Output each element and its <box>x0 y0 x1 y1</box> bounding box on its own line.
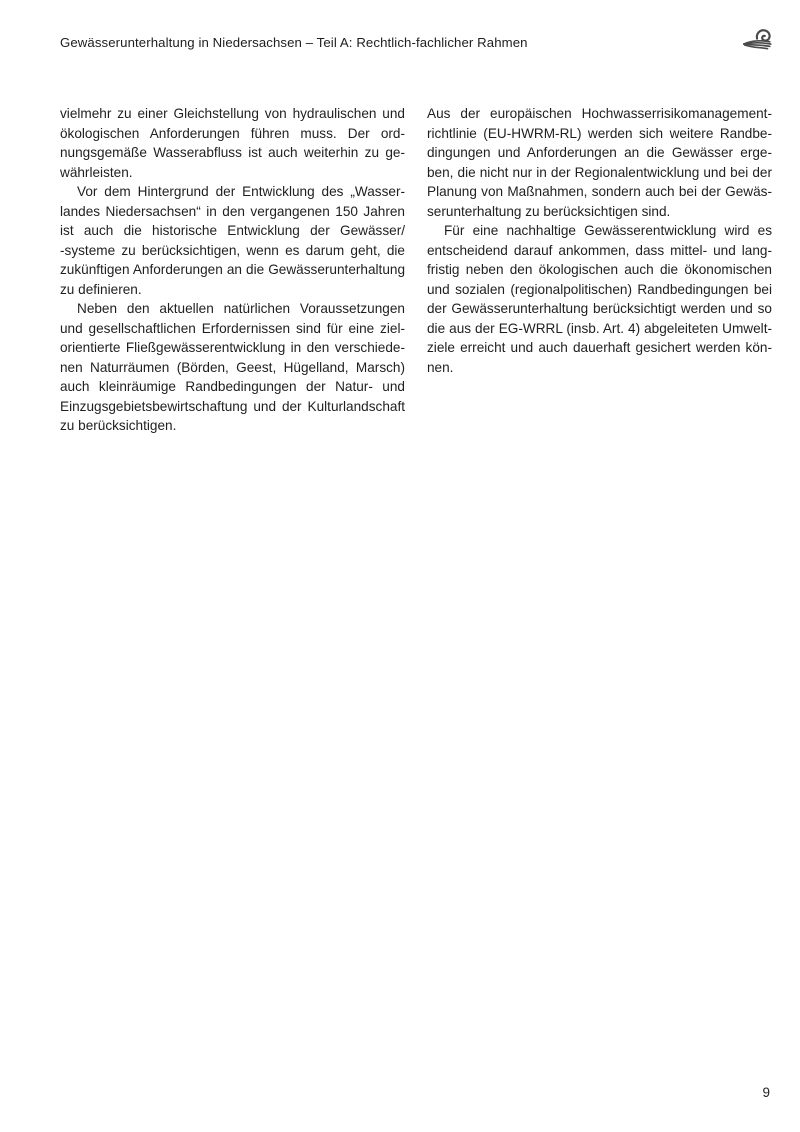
text-line: die aus der EG-WRRL (insb. Art. 4) abgeleiteten Umwelt- <box>427 320 772 336</box>
text-line: orientierte Fließgewässerentwicklung in den verschiede- <box>60 340 405 355</box>
text-line: ökologischen Anforderungen führen muss. Der ord- <box>60 125 405 141</box>
text-line: nen. <box>427 359 454 375</box>
text-line: entscheidend darauf ankommen, dass mittel- und lang- <box>427 242 772 258</box>
text-line: nungsgemäße Wasserabfluss ist auch weiterhin zu ge- <box>60 145 405 160</box>
paragraph <box>60 182 405 299</box>
text-line: Für eine nachhaltige Gewässerentwicklung wird es <box>444 223 772 238</box>
text-line: fristig neben den ökologischen auch die ökonomischen <box>427 262 772 277</box>
text-line: serunterhaltung zu berücksichtigen sind. <box>427 203 671 219</box>
text-line: Aus der europäischen Hochwasserrisikomanagement- <box>427 106 772 121</box>
text-line: Einzugsgebietsbewirtschaftung und der Kulturlandschaft <box>60 398 405 414</box>
wave-logo-icon <box>742 26 773 54</box>
text-line: zukünftigen Anforderungen an die Gewässerunterhaltung <box>60 262 405 277</box>
paragraph <box>427 104 772 221</box>
page-body <box>60 104 772 436</box>
paragraph <box>60 299 405 436</box>
paragraph <box>427 221 772 377</box>
running-header-title: Gewässerunterhaltung in Niedersachsen – Teil A: Rechtlich-fachlicher Rahmen <box>60 35 528 50</box>
text-line: zu definieren. <box>60 281 142 297</box>
text-line: ben, die nicht nur in der Regionalentwicklung und bei der <box>427 164 772 180</box>
text-line: und gesellschaftlichen Erfordernissen sind für eine ziel- <box>60 320 405 336</box>
text-line: und sozialen (regionalpolitischen) Randbedingungen bei <box>427 281 772 297</box>
text-line: währleisten. <box>60 164 133 180</box>
text-line: landes Niedersachsen“ in den vergangenen 150 Jahren <box>60 203 405 219</box>
text-line: ist auch die historische Entwicklung der Gewässer/ <box>60 223 405 238</box>
paragraph <box>60 104 405 182</box>
text-line: Planung von Maßnahmen, sondern auch bei der Gewäs- <box>427 184 772 199</box>
text-line: zu berücksichtigen. <box>60 418 177 433</box>
text-line: richtlinie (EU-HWRM-RL) werden sich weitere Randbe- <box>427 125 772 141</box>
text-line: -systeme zu berücksichtigen, wenn es darum geht, die <box>60 242 405 258</box>
text-line: Neben den aktuellen natürlichen Voraussetzungen <box>77 301 405 316</box>
text-column-right <box>427 104 772 436</box>
text-column-left <box>60 104 405 436</box>
text-line: vielmehr zu einer Gleichstellung von hydraulischen und <box>60 106 405 121</box>
text-line: nen Naturräumen (Börden, Geest, Hügelland, Marsch) <box>60 359 405 375</box>
text-line: auch kleinräumige Randbedingungen der Natur- und <box>60 379 405 394</box>
text-line: der Gewässerunterhaltung berücksichtigt werden und so <box>427 301 772 316</box>
page-number: 9 <box>762 1085 770 1100</box>
text-line: ziele erreicht und auch dauerhaft gesichert werden kön- <box>427 340 772 355</box>
text-line: Vor dem Hintergrund der Entwicklung des „Wasser- <box>77 184 405 199</box>
text-line: dingungen und Anforderungen an die Gewässer erge- <box>427 145 772 160</box>
